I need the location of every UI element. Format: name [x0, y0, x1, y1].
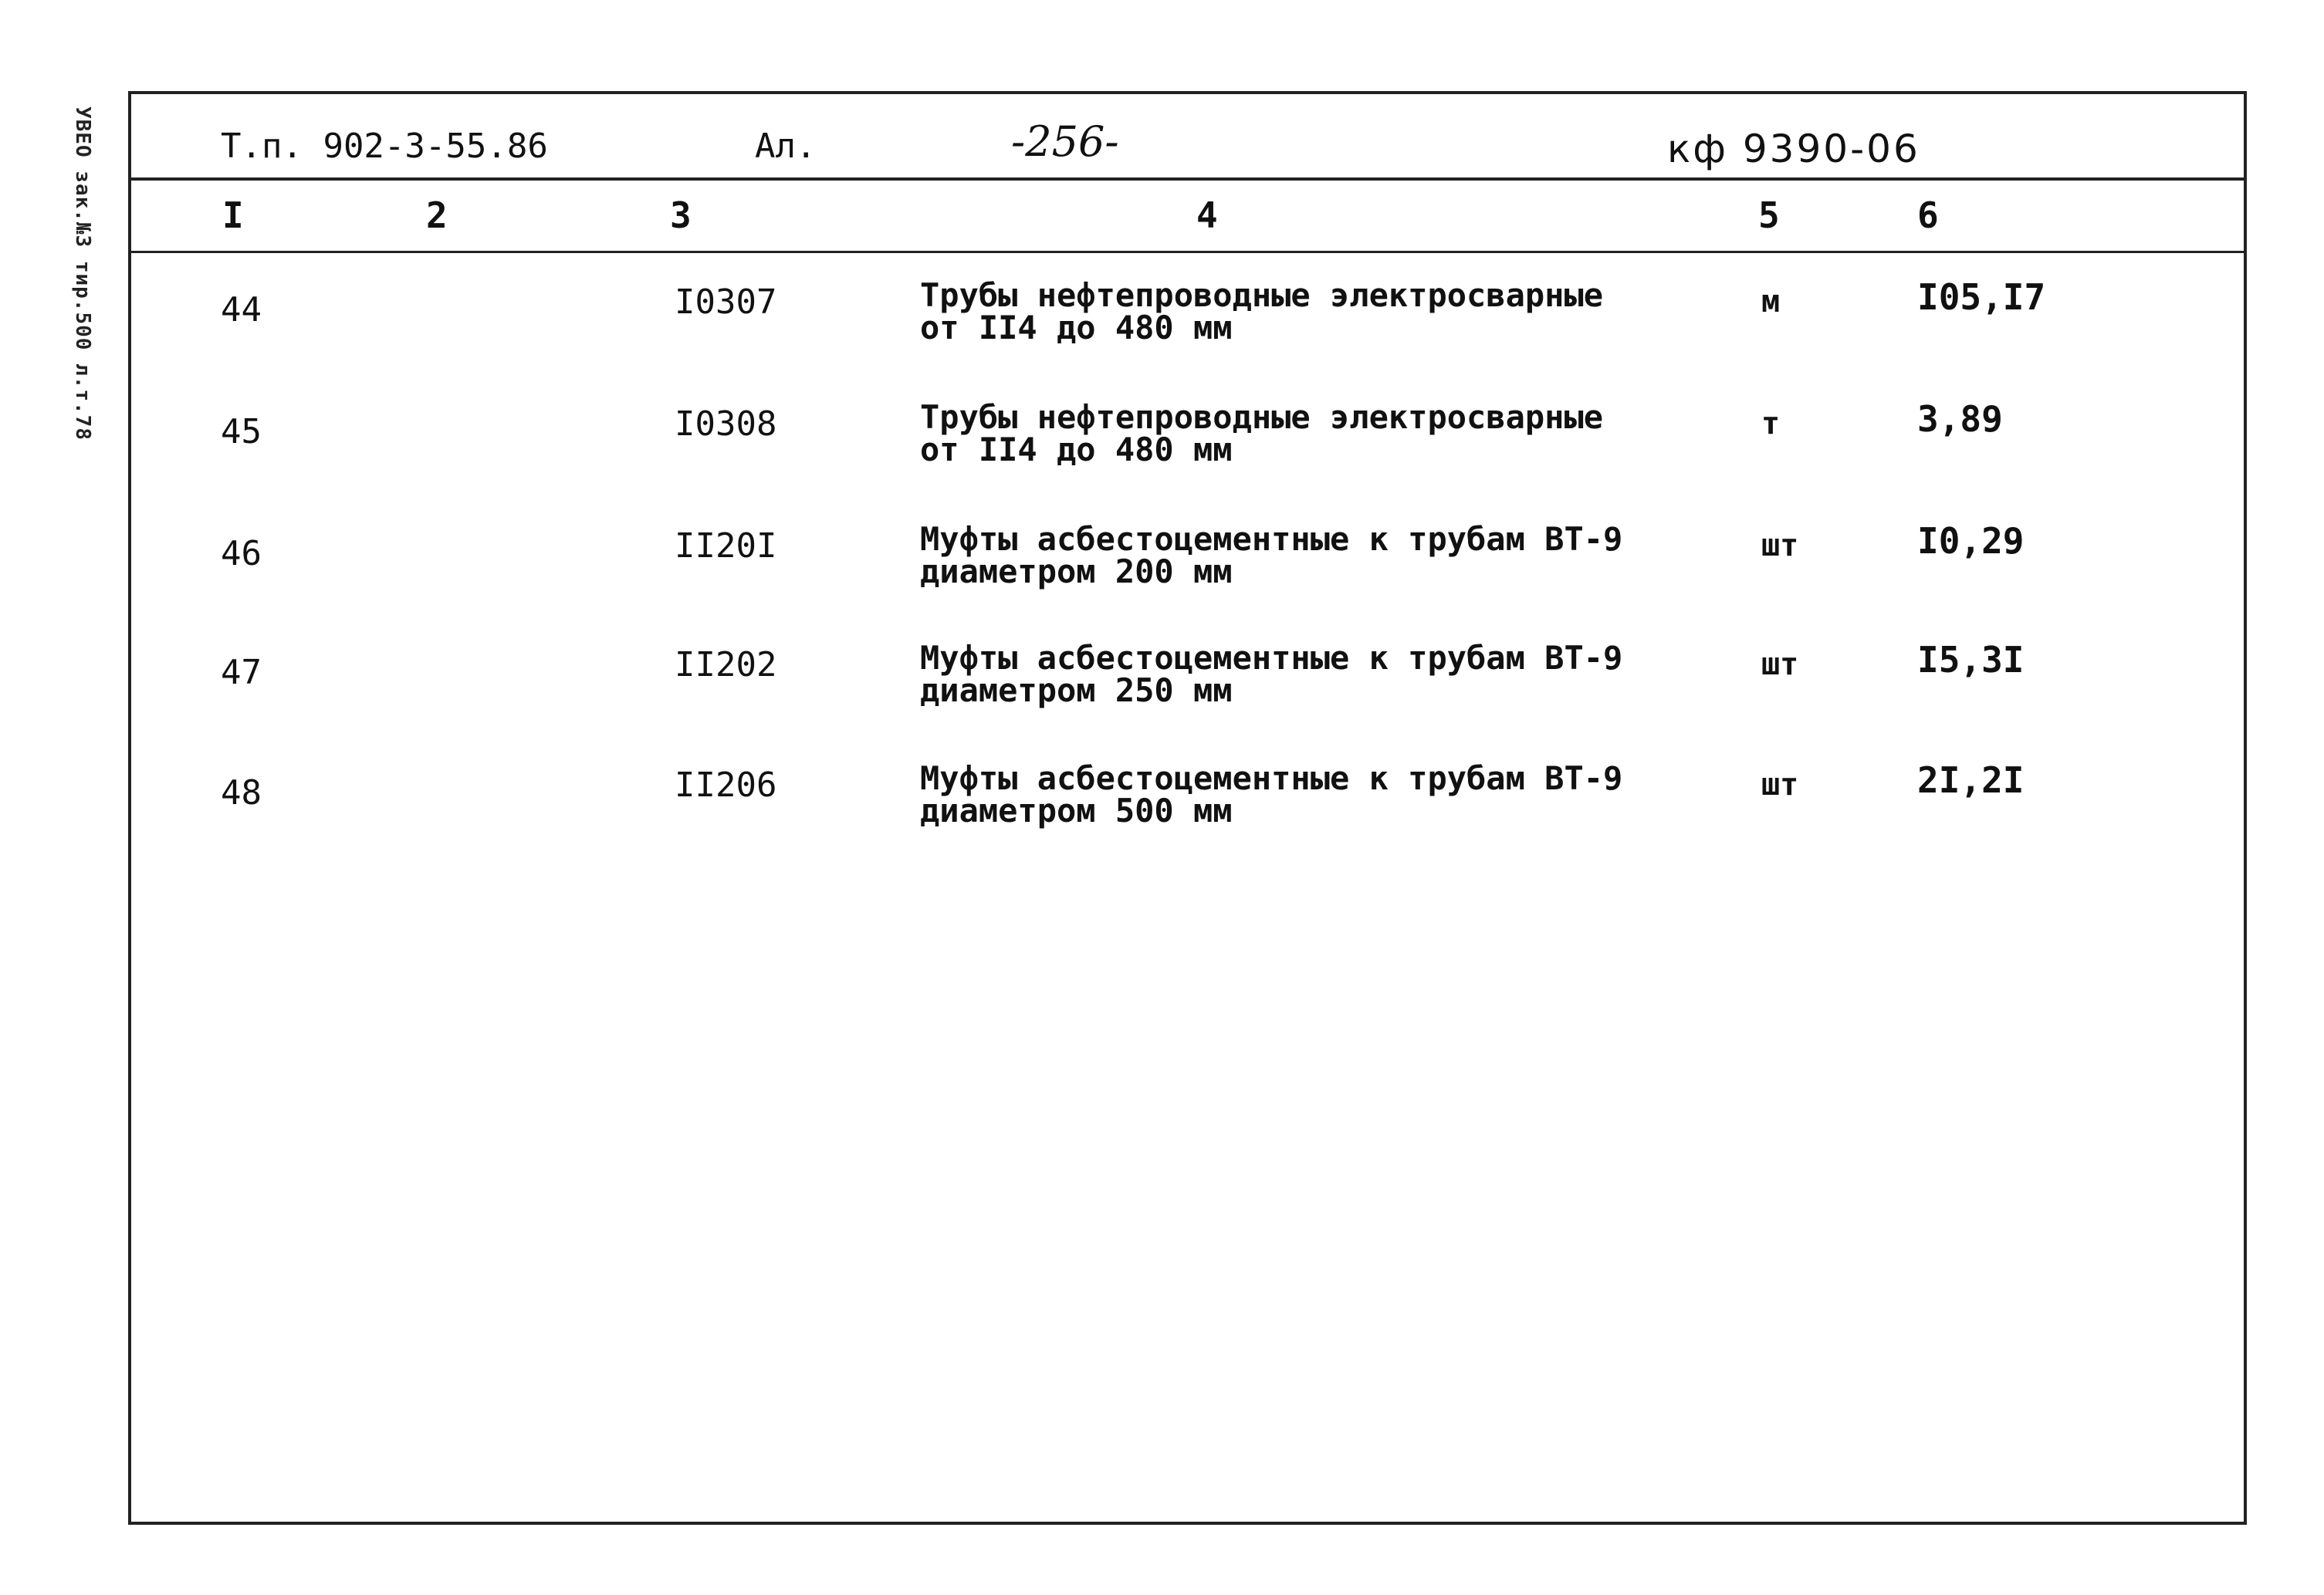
column-number: I — [222, 194, 244, 236]
row-name-line1: Трубы нефтепроводные электросварные — [920, 398, 1604, 436]
table-row — [131, 276, 2244, 395]
row-name-line2: диаметром 250 мм — [920, 671, 1233, 709]
row-unit: шт — [1761, 767, 1799, 803]
row-name-line2: диаметром 500 мм — [920, 792, 1233, 830]
row-unit: шт — [1761, 528, 1799, 563]
column-number: 4 — [1196, 194, 1218, 236]
row-code: I0307 — [675, 282, 777, 322]
row-number: 48 — [221, 773, 262, 813]
row-unit: м — [1761, 284, 1781, 319]
row-name-line2: от II4 до 480 мм — [920, 431, 1233, 468]
row-number: 44 — [221, 290, 262, 329]
row-number: 46 — [221, 534, 262, 573]
column-numbers-row — [131, 181, 2244, 253]
column-number: 5 — [1758, 194, 1780, 236]
row-name-line1: Муфты асбестоцементные к трубам ВТ-9 — [920, 520, 1623, 558]
side-stamp: УВЕО зак.№3 тир.500 л.т.78 — [71, 106, 94, 441]
doc-number: Т.п. 902-3-55.86 — [221, 127, 548, 166]
row-name — [920, 759, 1623, 830]
row-name-line1: Трубы нефтепроводные электросварные — [920, 276, 1604, 314]
row-name-line1: Муфты асбестоцементные к трубам ВТ-9 — [920, 759, 1623, 797]
column-number: 3 — [670, 194, 692, 236]
row-quantity: I5,3I — [1917, 639, 2025, 681]
row-quantity: 3,89 — [1917, 398, 2003, 440]
column-number: 6 — [1917, 194, 1939, 236]
column-number: 2 — [426, 194, 448, 236]
doc-code: кф 9390-06 — [1667, 127, 1920, 171]
table-row — [131, 759, 2244, 878]
row-name-line2: от II4 до 480 мм — [920, 309, 1233, 346]
row-name — [920, 639, 1623, 709]
row-name — [920, 520, 1623, 590]
row-name-line1: Муфты асбестоцементные к трубам ВТ-9 — [920, 639, 1623, 677]
table-row — [131, 398, 2244, 517]
row-quantity: 2I,2I — [1917, 759, 2025, 801]
table-row — [131, 520, 2244, 639]
row-code: II20I — [675, 526, 777, 566]
row-code: II202 — [675, 645, 777, 684]
row-name-line2: диаметром 200 мм — [920, 553, 1233, 590]
row-unit: шт — [1761, 647, 1799, 682]
row-code: I0308 — [675, 404, 777, 444]
row-name — [920, 398, 1604, 468]
page-number: -256- — [1011, 117, 1119, 166]
table-row — [131, 639, 2244, 758]
row-number: 47 — [221, 653, 262, 692]
sheet-label: Ал. — [755, 127, 817, 166]
row-quantity: I05,I7 — [1917, 276, 2046, 318]
table-frame — [128, 91, 2247, 1525]
row-code: II206 — [675, 765, 777, 805]
row-quantity: I0,29 — [1917, 520, 2025, 562]
row-number: 45 — [221, 412, 262, 451]
row-unit: т — [1761, 406, 1781, 441]
header-row — [131, 94, 2244, 181]
row-name — [920, 276, 1604, 346]
